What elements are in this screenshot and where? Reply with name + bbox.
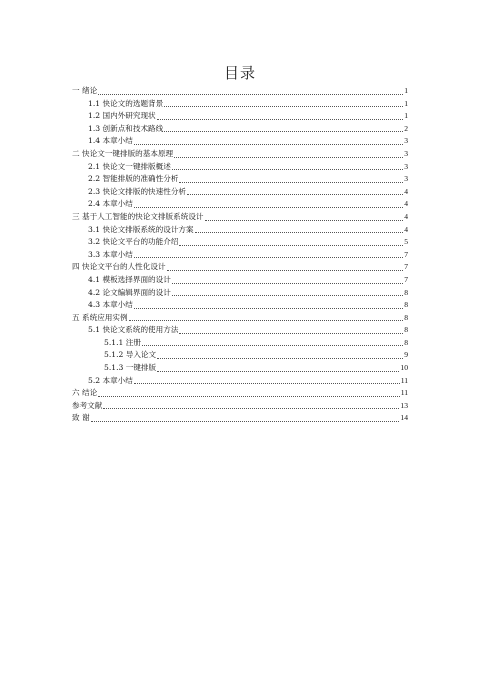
toc-entry-text: 5.1.3 一键排版 [104,363,157,373]
toc-entry-page: 3 [404,136,408,146]
toc-entry-text: 1.1 快论文的选题背景 [88,98,164,108]
dot-leader [164,130,403,132]
toc-entry-text: 5.2 本章小结 [88,375,133,385]
toc-entry-text: 3.2 快论文平台的功能介绍 [88,237,179,247]
toc-entry-text: 4.2 论文编辑界面的设计 [88,287,171,297]
toc-entry-text: 4.3 本章小结 [88,300,133,310]
toc-entry-page: 9 [404,350,408,360]
toc-entry-page: 3 [404,161,408,171]
dot-leader [134,256,403,258]
dot-leader [134,382,400,384]
dot-leader [98,395,399,397]
toc-entry-page: 11 [400,375,408,385]
toc-entry-text: 六 结论 [72,388,98,398]
toc-entry-text: 三 基于人工智能的快论文排版系统设计 [72,211,204,221]
dot-leader [103,407,399,409]
toc-entry[interactable] [72,412,408,425]
dot-leader [179,181,403,183]
toc-entry-page: 4 [404,186,408,196]
toc-entry[interactable] [72,249,408,262]
toc-entry-page: 7 [404,262,408,272]
toc-entry[interactable] [72,287,408,300]
toc-entry-page: 3 [404,148,408,158]
toc-entry[interactable] [72,337,408,350]
dot-leader [129,319,404,321]
toc-entry-text: 五 系统应用实例 [72,312,128,322]
toc-entry[interactable] [72,123,408,136]
dot-leader [98,93,403,95]
toc-entry-text: 5.1 快论文系统的使用方法 [88,325,179,335]
toc-entry[interactable] [72,186,408,199]
toc-entry[interactable] [72,299,408,312]
toc-entry-page: 8 [404,300,408,310]
toc-entry-page: 4 [404,199,408,209]
dot-leader [134,143,403,145]
toc-entry-text: 2.3 快论文排版的快速性分析 [88,186,187,196]
toc-entry-page: 3 [404,174,408,184]
dot-leader [172,294,403,296]
toc-entry-page: 1 [404,98,408,108]
toc-entry-text: 致 谢 [72,413,90,423]
toc-entry[interactable] [72,375,408,388]
toc-entry[interactable] [72,349,408,362]
toc-entry[interactable] [72,173,408,186]
toc-entry[interactable] [72,135,408,148]
toc-entry[interactable] [72,224,408,237]
dot-leader [205,219,404,221]
toc-entry[interactable] [72,198,408,211]
toc-entry[interactable] [72,98,408,111]
toc-entry-page: 1 [404,86,408,95]
dot-leader [91,420,400,422]
toc-entry[interactable] [72,400,408,413]
toc-entry-page: 10 [400,363,408,373]
dot-leader [157,118,404,120]
toc-entry-page: 8 [404,337,408,347]
toc-entry[interactable] [72,362,408,375]
toc-entry-page: 4 [404,224,408,234]
toc-entry-text: 参考文献 [72,400,103,410]
toc-entry-page: 7 [404,274,408,284]
toc-entry-text: 四 快论文平台的人性化设计 [72,262,166,272]
dot-leader [195,231,404,233]
dot-leader [134,206,403,208]
toc-entry[interactable] [72,110,408,123]
dot-leader [179,244,403,246]
toc-entry-page: 8 [404,287,408,297]
dot-leader [167,269,404,271]
toc-entry-text: 3.1 快论文排版系统的设计方案 [88,224,194,234]
toc-entry[interactable] [72,148,408,161]
toc-entry[interactable] [72,274,408,287]
dot-leader [179,332,403,334]
toc-entry-page: 11 [400,388,408,398]
toc-entry-text: 2.2 智能排版的准确性分析 [88,174,179,184]
toc-entry-text: 4.1 模板选择界面的设计 [88,274,171,284]
toc-entry-text: 1.2 国内外研究现状 [88,111,156,121]
toc-entry[interactable] [72,387,408,400]
toc-entry-text: 1.4 本章小结 [88,136,133,146]
toc-entry-text: 3.3 本章小结 [88,249,133,259]
toc-entry-text: 5.1.2 导入论文 [104,350,157,360]
dot-leader [172,168,403,170]
toc-entry-text: 二 快论文一键排版的基本原理 [72,148,174,158]
toc-entry[interactable] [72,211,408,224]
dot-leader [187,193,403,195]
table-of-contents [72,85,408,425]
dot-leader [172,282,403,284]
dot-leader [142,344,403,346]
dot-leader [134,307,403,309]
toc-entry-page: 13 [400,400,408,410]
toc-entry-text: 1.3 创新点和技术路线 [88,123,164,133]
dot-leader [174,156,403,158]
toc-entry[interactable] [72,261,408,274]
toc-entry-page: 8 [404,312,408,322]
toc-entry[interactable] [72,85,408,98]
toc-entry-page: 8 [404,325,408,335]
toc-entry-page: 1 [404,111,408,121]
toc-entry[interactable] [72,161,408,174]
toc-entry[interactable] [72,324,408,337]
dot-leader [164,105,403,107]
dot-leader [157,357,403,359]
toc-title: 目录 [223,64,256,82]
toc-entry-page: 4 [404,211,408,221]
toc-entry-text: 一 绪论 [72,86,98,95]
toc-entry-page: 7 [404,249,408,259]
toc-entry[interactable] [72,312,408,325]
toc-entry-text: 2.4 本章小结 [88,199,133,209]
toc-entry-text: 5.1.1 注册 [104,337,141,347]
dot-leader [157,370,399,372]
toc-entry-page: 2 [404,123,408,133]
toc-entry-page: 5 [404,237,408,247]
toc-entry-page: 14 [400,413,408,423]
toc-entry[interactable] [72,236,408,249]
toc-entry-text: 2.1 快论文一键排版概述 [88,161,171,171]
